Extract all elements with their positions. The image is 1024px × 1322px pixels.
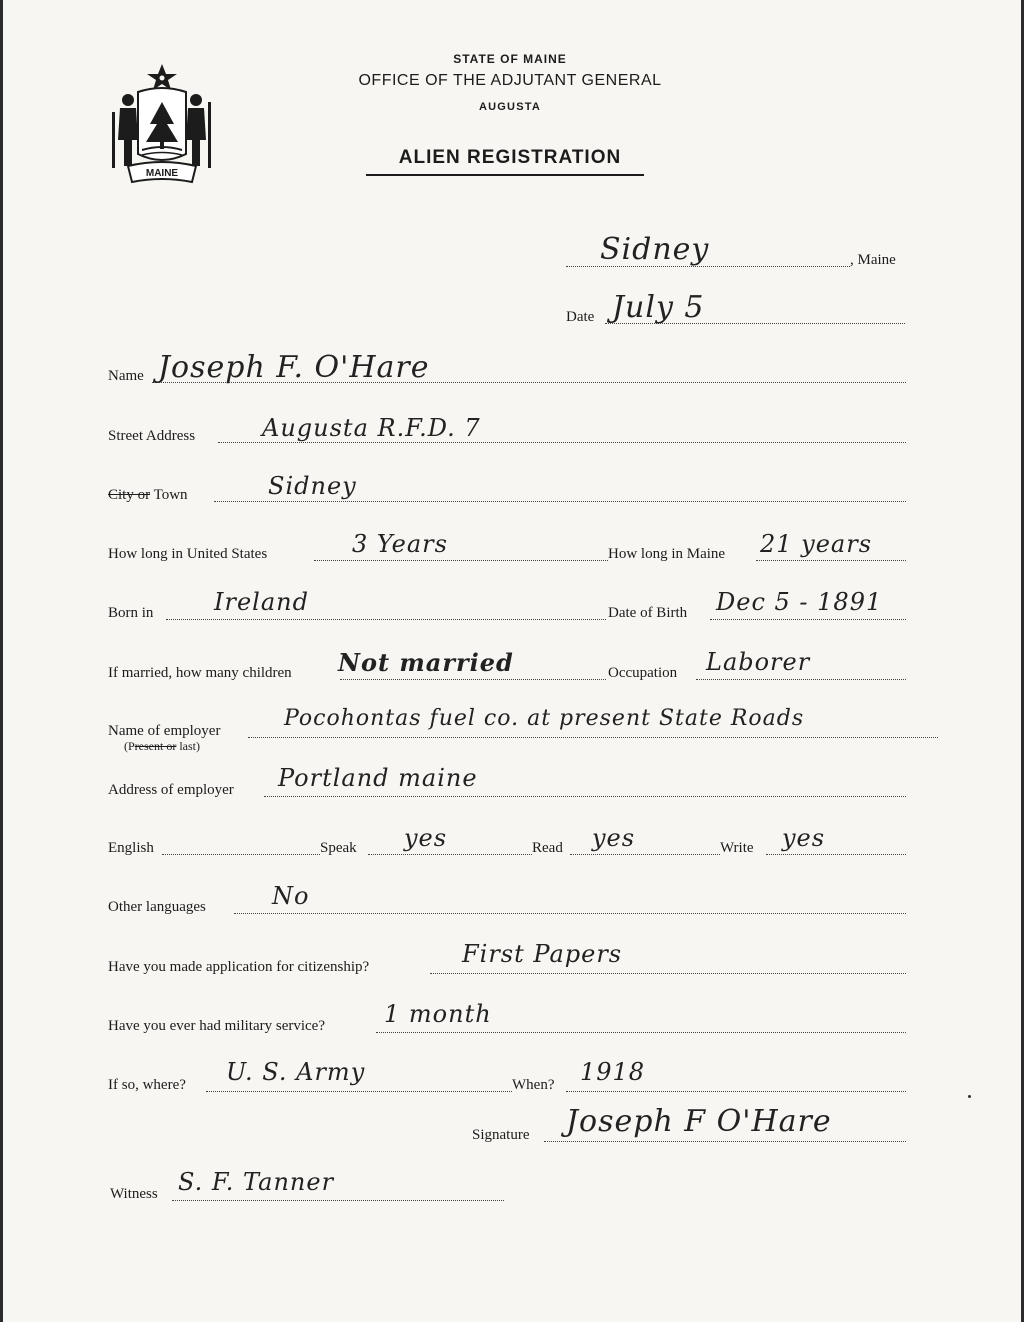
employer-label: Name of employer: [108, 723, 221, 739]
name-label: Name: [108, 368, 144, 384]
children-label: If married, how many children: [108, 665, 292, 681]
how-long-us-entry: 3 Years: [352, 530, 448, 558]
seal-label: MAINE: [145, 168, 179, 179]
citizenship-label: Have you made application for citizenship?: [108, 959, 370, 975]
military-entry: 1 month: [384, 1000, 492, 1028]
date-of-birth-label: Date of Birth: [608, 605, 688, 621]
date-of-birth-line: [710, 619, 906, 620]
employer-note-struck: resent or: [134, 739, 177, 753]
where-label: If so, where?: [108, 1077, 186, 1093]
city-or-town-label: [108, 487, 188, 504]
born-in-label: Born in: [108, 605, 154, 621]
date-of-birth-entry: Dec 5 - 1891: [716, 588, 883, 616]
employer-address-line: [264, 796, 906, 797]
english-line: [162, 854, 320, 855]
form-title: ALIEN REGISTRATION: [398, 147, 622, 168]
when-line: [566, 1091, 906, 1092]
citizenship-entry: First Papers: [462, 940, 623, 968]
city-struck-label: City or: [108, 487, 151, 503]
how-long-us-label: How long in United States: [108, 546, 268, 562]
maine-label: , Maine: [850, 252, 896, 268]
scan-speck: [968, 1095, 971, 1098]
town-top-entry: Sidney: [600, 232, 710, 267]
how-long-maine-entry: 21 years: [760, 530, 873, 558]
other-languages-line: [234, 913, 906, 914]
write-label: Write: [720, 840, 754, 856]
children-line: [340, 679, 606, 680]
read-line: [570, 854, 720, 855]
employer-line: [248, 737, 938, 738]
occupation-entry: Laborer: [706, 648, 811, 676]
employer-note-close: last): [176, 739, 200, 753]
when-entry: 1918: [580, 1058, 646, 1086]
other-languages-entry: No: [272, 882, 310, 910]
when-label: When?: [512, 1077, 555, 1093]
read-label: Read: [532, 840, 563, 856]
witness-line: [172, 1200, 504, 1201]
title-underline: [366, 174, 644, 176]
name-entry: Joseph F. O'Hare: [158, 350, 430, 385]
signature-label: Signature: [472, 1127, 530, 1143]
how-long-maine-label: How long in Maine: [608, 546, 726, 562]
date-label: Date: [566, 309, 595, 325]
street-entry: Augusta R.F.D. 7: [262, 414, 481, 442]
occupation-line: [696, 679, 906, 680]
employer-note: [124, 739, 200, 754]
employer-address-label: Address of employer: [108, 782, 234, 798]
write-line: [766, 854, 906, 855]
town-entry: Sidney: [268, 472, 357, 500]
witness-label: Witness: [110, 1186, 158, 1202]
employer-address-entry: Portland maine: [278, 764, 478, 792]
scan-edge-left: [0, 0, 3, 1322]
maine-state-seal: [108, 62, 216, 188]
born-in-line: [166, 619, 606, 620]
signature-entry: Joseph F O'Hare: [566, 1104, 832, 1139]
street-line: [218, 442, 906, 443]
how-long-us-line: [314, 560, 608, 561]
how-long-maine-line: [756, 560, 906, 561]
children-entry: Not married: [338, 648, 514, 677]
state-heading: STATE OF MAINE: [453, 52, 567, 66]
where-line: [206, 1091, 512, 1092]
speak-line: [368, 854, 532, 855]
date-entry: July 5: [612, 290, 705, 325]
office-heading: OFFICE OF THE ADJUTANT GENERAL: [358, 72, 662, 89]
witness-entry: S. F. Tanner: [178, 1168, 335, 1196]
employer-note-open: (P: [124, 739, 135, 753]
occupation-label: Occupation: [608, 665, 678, 681]
town-line: [214, 501, 906, 502]
street-label: Street Address: [108, 428, 196, 444]
employer-entry: Pocohontas fuel co. at present State Roads: [284, 706, 805, 731]
read-entry: yes: [592, 824, 636, 852]
speak-entry: yes: [404, 824, 448, 852]
write-entry: yes: [782, 824, 826, 852]
where-entry: U. S. Army: [226, 1058, 366, 1086]
speak-label: Speak: [320, 840, 357, 856]
signature-line: [544, 1141, 906, 1142]
born-in-entry: Ireland: [214, 588, 309, 616]
citizenship-line: [430, 973, 906, 974]
english-label: English: [108, 840, 154, 856]
other-languages-label: Other languages: [108, 899, 206, 915]
town-label: Town: [153, 487, 188, 503]
military-label: Have you ever had military service?: [108, 1018, 325, 1034]
military-line: [376, 1032, 906, 1033]
city-heading: AUGUSTA: [479, 101, 541, 113]
